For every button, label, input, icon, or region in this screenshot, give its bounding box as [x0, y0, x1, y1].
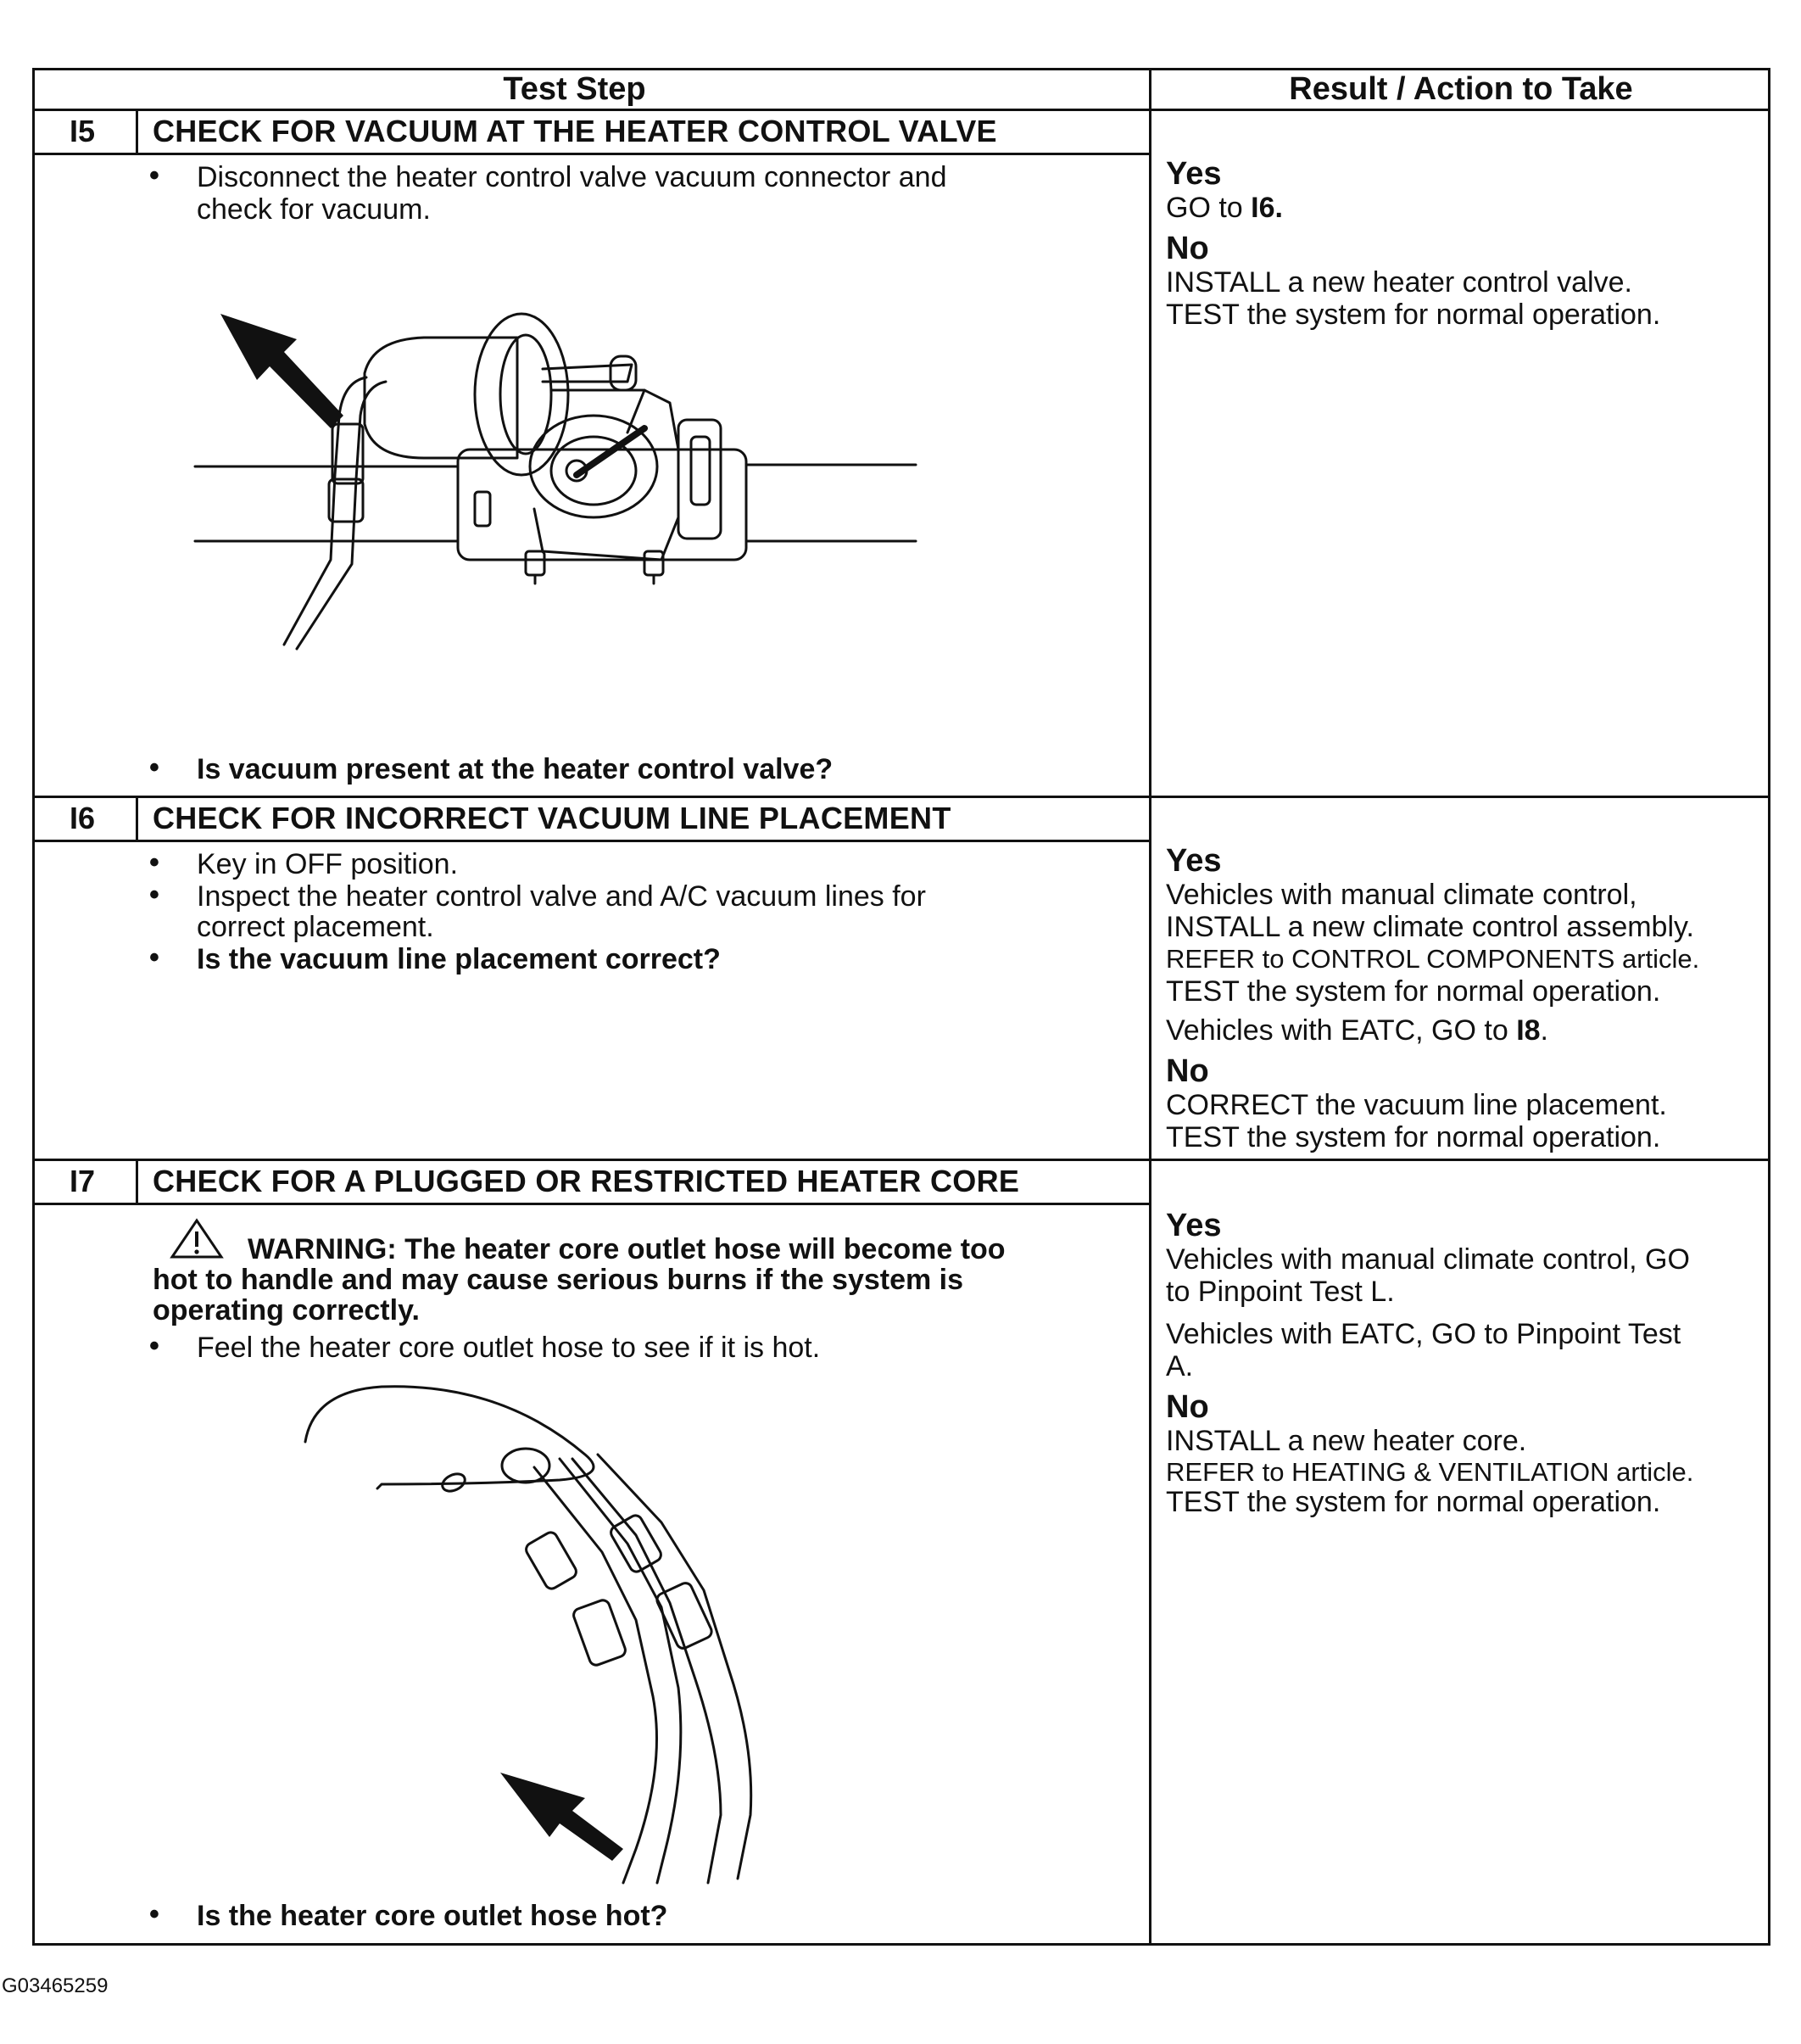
step-i5-no-line1: INSTALL a new heater control valve.: [1166, 266, 1632, 299]
step-i6-yes-line3: REFER to CONTROL COMPONENTS article.: [1166, 944, 1700, 974]
step-i5-title: CHECK FOR VACUUM AT THE HEATER CONTROL VALVE: [153, 114, 997, 148]
step-i7-question: Is the heater core outlet hose hot?: [197, 1900, 668, 1932]
step-i6-yes-line4: TEST the system for normal operation.: [1166, 975, 1661, 1008]
step-i7-bullet1-dot: •: [149, 1330, 159, 1362]
pointer-arrow-icon: [500, 1773, 623, 1861]
step-i5-end-rule: [32, 796, 1770, 798]
step-i6-no-label: No: [1166, 1053, 1209, 1089]
step-i5-no-line2: TEST the system for normal operation.: [1166, 299, 1661, 331]
heater-control-valve-illustration: [170, 288, 933, 662]
step-i6-id: I6: [70, 801, 96, 835]
step-i5-question-dot: •: [149, 751, 159, 784]
step-i6-yes-label: Yes: [1166, 843, 1222, 879]
step-i7-question-dot: •: [149, 1898, 159, 1930]
step-i7-title: CHECK FOR A PLUGGED OR RESTRICTED HEATER CORE: [153, 1164, 1020, 1198]
step-i6-yes-line1: Vehicles with manual climate control,: [1166, 879, 1637, 911]
step-i6-id-divider: [136, 796, 138, 840]
step-i7-yes-line3: Vehicles with EATC, GO to Pinpoint Test: [1166, 1318, 1681, 1350]
step-i7-id: I7: [70, 1164, 96, 1198]
figure-code: G03465259: [2, 1974, 109, 1997]
step-i6-bullet2-line2: correct placement.: [197, 911, 434, 943]
step-i7-bullet1: Feel the heater core outlet hose to see if it is hot.: [197, 1332, 821, 1364]
step-i5-yes-action: GO to I6.: [1166, 192, 1283, 224]
step-i7-title-rule: [32, 1203, 1151, 1205]
step-i6-no-line2: TEST the system for normal operation.: [1166, 1121, 1661, 1153]
header-rule: [32, 109, 1770, 111]
step-i5-bullet-line2: check for vacuum.: [197, 193, 431, 226]
step-i6-bullet2-dot: •: [149, 879, 159, 911]
heater-core-hose-illustration: [280, 1374, 822, 1891]
step-i5-yes-target[interactable]: I6.: [1251, 192, 1283, 224]
step-i7-yes-label: Yes: [1166, 1208, 1222, 1243]
header-result: Result / Action to Take: [1289, 71, 1633, 107]
step-i5-id-divider: [136, 109, 138, 154]
step-i6-title: CHECK FOR INCORRECT VACUUM LINE PLACEMENT: [153, 801, 951, 835]
pointer-arrow-icon: [220, 314, 343, 428]
column-divider: [1149, 68, 1151, 1946]
step-i5-question: Is vacuum present at the heater control valve?: [197, 753, 834, 785]
step-i6-yes-target[interactable]: I8: [1516, 1014, 1541, 1047]
step-i7-yes-line1: Vehicles with manual climate control, GO: [1166, 1243, 1690, 1276]
step-i6-yes-line5: Vehicles with EATC, GO to I8.: [1166, 1014, 1548, 1047]
step-i7-no-line1: INSTALL a new heater core.: [1166, 1425, 1527, 1457]
step-i7-yes-line4: A.: [1166, 1350, 1194, 1382]
step-i7-no-line2: REFER to HEATING & VENTILATION article.: [1166, 1457, 1694, 1487]
step-i7-warning-line2: hot to handle and may cause serious burns if the system is: [153, 1264, 964, 1296]
header-test-step: Test Step: [503, 71, 646, 107]
step-i5-title-rule: [32, 153, 1151, 155]
step-i6-end-rule: [32, 1159, 1770, 1161]
step-i7-warning-line3: operating correctly.: [153, 1294, 420, 1326]
step-i7-no-label: No: [1166, 1389, 1209, 1425]
step-i5-bullet-dot: •: [149, 159, 159, 192]
step-i6-question: Is the vacuum line placement correct?: [197, 943, 721, 975]
step-i6-title-rule: [32, 840, 1151, 842]
warning-triangle-icon: [170, 1218, 224, 1260]
step-i5-yes-label: Yes: [1166, 156, 1222, 192]
step-i5-bullet-line1: Disconnect the heater control valve vacuum connector and: [197, 161, 947, 193]
step-i5-no-label: No: [1166, 231, 1209, 266]
step-i6-yes-line2: INSTALL a new climate control assembly.: [1166, 911, 1694, 943]
step-i7-no-line3: TEST the system for normal operation.: [1166, 1486, 1661, 1518]
step-i6-question-dot: •: [149, 941, 159, 974]
step-i6-bullet1-dot: •: [149, 846, 159, 879]
step-i7-id-divider: [136, 1159, 138, 1204]
step-i7-yes-line2: to Pinpoint Test L.: [1166, 1276, 1395, 1308]
step-i7-warning-line1: WARNING: The heater core outlet hose will become too: [248, 1233, 1006, 1265]
step-i5-id: I5: [70, 114, 96, 148]
step-i6-bullet1: Key in OFF position.: [197, 848, 459, 880]
step-i6-bullet2-line1: Inspect the heater control valve and A/C vacuum lines for: [197, 880, 926, 913]
step-i6-no-line1: CORRECT the vacuum line placement.: [1166, 1089, 1667, 1121]
